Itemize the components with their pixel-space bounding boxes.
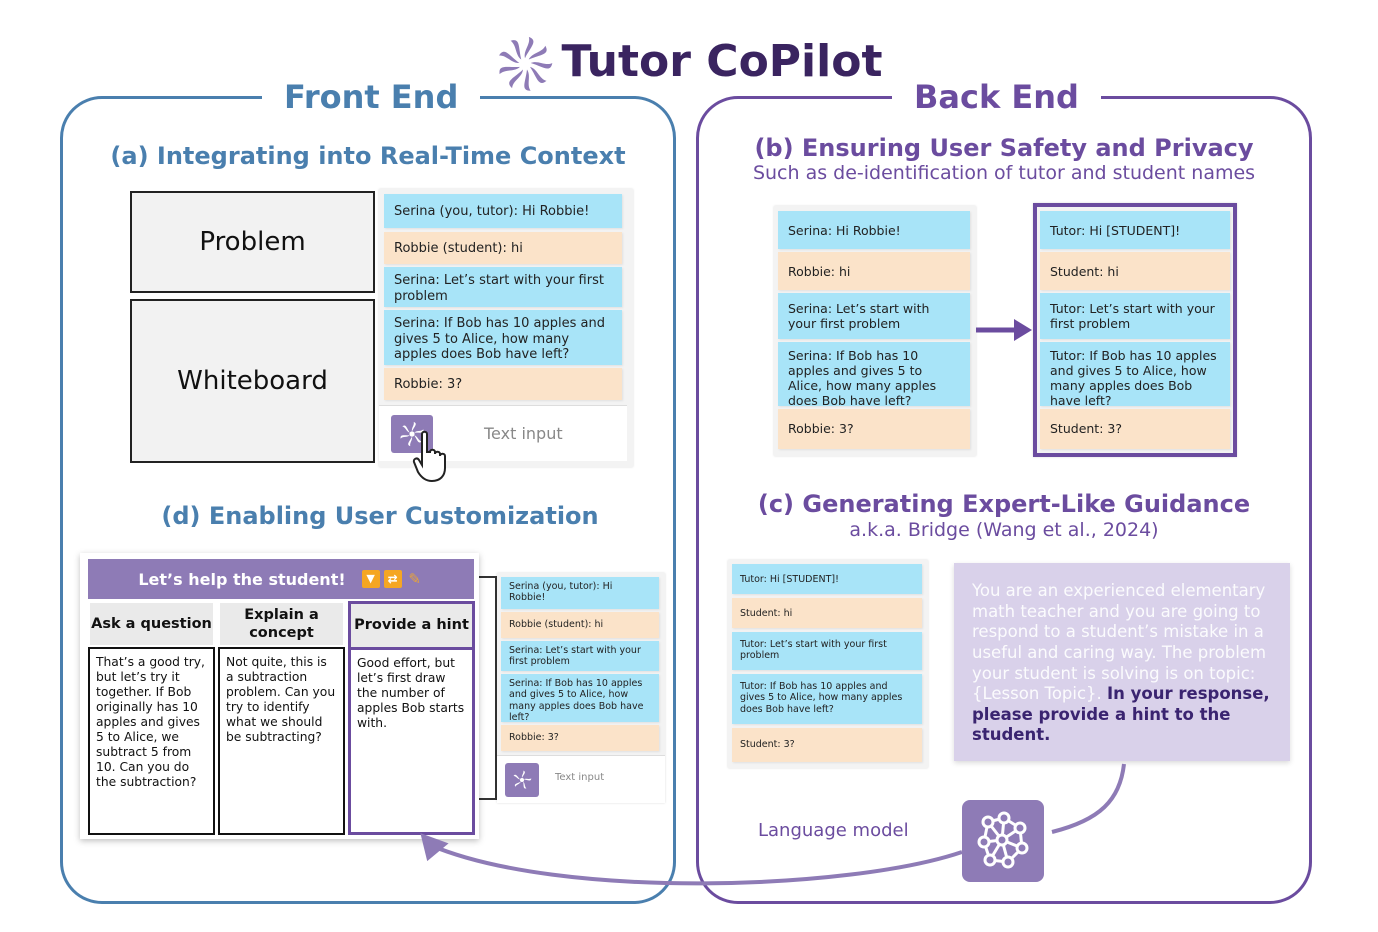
option-ask-question[interactable]: Ask a question: [90, 603, 213, 645]
chat-message: Tutor: Let’s start with your first problem: [732, 632, 922, 670]
section-b-title: (b) Ensuring User Safety and Privacy: [754, 134, 1254, 162]
regenerate-icon[interactable]: ⇄: [384, 570, 402, 588]
back-end-heading: Back End: [892, 78, 1101, 116]
chat-message: Tutor: If Bob has 10 apples and gives 5 to Alice, how many apples does Bob have left?: [1040, 342, 1230, 406]
chat-message: Serina: Let’s start with your first problem: [778, 293, 970, 339]
chat-message: Student: 3?: [1040, 409, 1230, 449]
language-model-icon: [962, 800, 1044, 882]
chat-message: Serina (you, tutor): Hi Robbie!: [384, 194, 622, 228]
chat-message: Robbie (student): hi: [501, 612, 659, 638]
suggestion-bar-label: Let’s help the student!: [138, 569, 346, 589]
text-input-placeholder: Text input: [484, 424, 563, 443]
chat-message: Serina: If Bob has 10 apples and gives 5 to Alice, how many apples does Bob have left?: [501, 674, 659, 722]
chat-message: Serina (you, tutor): Hi Robbie!: [501, 577, 659, 609]
chat-message: Serina: Let’s start with your first problem: [501, 641, 659, 671]
option-body: That’s a good try, but let’s try it together. If Bob originally has 10 apples and gives 5 to Alice, we subtract 5 from 10. Can you do the subtraction?: [88, 647, 215, 835]
section-d-title: (d) Enabling User Customization: [161, 502, 599, 530]
chat-message: Student: 3?: [732, 728, 922, 762]
option-body-selected: Good effort, but let’s first draw the number of apples Bob starts with.: [348, 647, 475, 835]
chat-message: Tutor: Let’s start with your first problem: [1040, 293, 1230, 339]
chat-message: Serina: Let’s start with your first problem: [384, 267, 622, 307]
option-body: Not quite, this is a subtraction problem. Can you try to identify what we should be subtracting?: [218, 647, 345, 835]
chat-message: Serina: Hi Robbie!: [778, 211, 970, 249]
chat-message: Robbie: 3?: [501, 725, 659, 751]
chat-message: Tutor: Hi [STUDENT]!: [732, 564, 922, 594]
chat-message: Tutor: Hi [STUDENT]!: [1040, 211, 1230, 249]
chat-message: Student: hi: [1040, 252, 1230, 290]
text-input-placeholder: Text input: [555, 772, 605, 783]
section-a-title: (a) Integrating into Real-Time Context: [110, 142, 626, 170]
section-c-subtitle: a.k.a. Bridge (Wang et al., 2024): [849, 519, 1159, 541]
dropdown-icon[interactable]: ▼: [362, 570, 380, 588]
section-c-title: (c) Generating Expert-Like Guidance: [757, 490, 1251, 518]
section-b-subtitle: Such as de-identification of tutor and student names: [752, 162, 1256, 184]
prompt-text: You are an experienced elementary math teacher and you are going to respond to a student’s mistake in a useful and caring way. The problem your student is solving is on topic: {Lesson Topic}.: [972, 581, 1267, 704]
chat-message: Robbie: 3?: [778, 409, 970, 449]
problem-box: Problem: [130, 191, 375, 293]
whiteboard-box: Whiteboard: [130, 299, 375, 463]
language-model-label: Language model: [758, 820, 909, 841]
front-end-heading: Front End: [262, 78, 480, 116]
chat-message: Robbie: hi: [778, 252, 970, 290]
chat-message: Robbie (student): hi: [384, 232, 622, 264]
title-text: Tutor CoPilot: [561, 36, 883, 87]
neural-network-icon: [962, 800, 1044, 882]
edit-pencil-icon[interactable]: ✎: [408, 570, 421, 588]
prompt-instruction: In your response, please provide a hint to the student.: [972, 684, 1270, 745]
chat-message: Serina: If Bob has 10 apples and gives 5 to Alice, how many apples does Bob have left?: [384, 310, 622, 365]
option-explain-concept[interactable]: Explain a concept: [220, 603, 343, 645]
option-provide-hint[interactable]: Provide a hint: [348, 601, 475, 647]
chat-message: Robbie: 3?: [384, 368, 622, 400]
chat-message: Serina: If Bob has 10 apples and gives 5 to Alice, how many apples does Bob have left?: [778, 342, 970, 406]
chat-message: Tutor: If Bob has 10 apples and gives 5 to Alice, how many apples does Bob have left?: [732, 674, 922, 724]
chat-message: Student: hi: [732, 598, 922, 628]
